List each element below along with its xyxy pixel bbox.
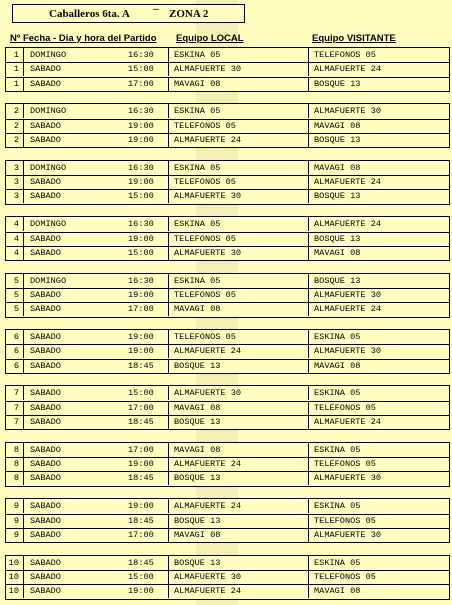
home-team: TELEFONOS 05 (168, 175, 314, 189)
match-number: 10 (6, 570, 24, 584)
fecha-group (5, 329, 450, 374)
away-team: ALMAFUERTE 24 (308, 302, 452, 316)
away-team: MAVAGI 08 (308, 359, 452, 373)
away-team: MAVAGI 08 (308, 119, 452, 133)
match-number: 10 (6, 556, 24, 570)
match-number: 9 (6, 499, 24, 513)
match-number: 2 (6, 119, 24, 133)
match-row (6, 359, 449, 373)
match-day: SABADO (30, 78, 61, 89)
match-time: 16:30 (128, 275, 154, 286)
match-number: 1 (6, 62, 24, 76)
away-team: ALMAFUERTE 30 (308, 104, 452, 118)
match-number: 7 (6, 401, 24, 415)
match-day: SABADO (30, 586, 61, 597)
title-dash: – (153, 3, 159, 15)
match-row (6, 246, 449, 260)
fecha-group (5, 103, 450, 148)
match-day: DOMINGO (30, 106, 67, 117)
away-team: ALMAFUERTE 30 (308, 344, 452, 358)
match-number: 6 (6, 330, 24, 344)
match-number: 9 (6, 528, 24, 542)
match-time: 15:00 (128, 388, 154, 399)
home-team: MAVAGI 08 (168, 443, 314, 457)
match-number: 5 (6, 288, 24, 302)
match-time: 15:00 (128, 247, 154, 258)
match-number: 2 (6, 104, 24, 118)
match-number: 1 (6, 48, 24, 62)
match-day: SABADO (30, 459, 61, 470)
away-team: BOSQUE 13 (308, 77, 452, 91)
home-team: ALMAFUERTE 24 (168, 584, 314, 598)
match-number: 6 (6, 359, 24, 373)
away-team: ESKINA 05 (308, 556, 452, 570)
home-team: ALMAFUERTE 24 (168, 457, 314, 471)
match-time: 18:45 (128, 557, 154, 568)
home-team: ALMAFUERTE 24 (168, 499, 314, 513)
away-team: ALMAFUERTE 30 (308, 471, 452, 485)
fecha-group (5, 385, 450, 430)
away-team: BOSQUE 13 (308, 189, 452, 203)
match-day: SABADO (30, 529, 61, 540)
match-time: 19:00 (128, 501, 154, 512)
match-row (6, 217, 449, 232)
match-number: 4 (6, 217, 24, 231)
match-day: SABADO (30, 473, 61, 484)
away-team: TELEFONOS 05 (308, 570, 452, 584)
match-row (6, 189, 449, 203)
match-day: DOMINGO (30, 219, 67, 230)
match-number: 5 (6, 274, 24, 288)
home-team: MAVAGI 08 (168, 401, 314, 415)
match-time: 16:30 (128, 106, 154, 117)
home-team: TELEFONOS 05 (168, 330, 314, 344)
home-team: MAVAGI 08 (168, 77, 314, 91)
match-time: 19:00 (128, 120, 154, 131)
match-row (6, 499, 449, 514)
header-fecha: Nº Fecha - Dia y hora del Partido (10, 33, 157, 44)
home-team: BOSQUE 13 (168, 471, 314, 485)
match-day: SABADO (30, 135, 61, 146)
zone-label: ZONA 2 (169, 8, 209, 20)
match-day: SABADO (30, 360, 61, 371)
match-number: 3 (6, 161, 24, 175)
match-number: 8 (6, 457, 24, 471)
match-row (6, 274, 449, 289)
home-team: MAVAGI 08 (168, 302, 314, 316)
division-title-box (12, 4, 245, 23)
match-time: 17:00 (128, 78, 154, 89)
match-row (6, 570, 449, 585)
match-day: SABADO (30, 417, 61, 428)
match-number: 2 (6, 133, 24, 147)
away-team: BOSQUE 13 (308, 274, 452, 288)
match-row (6, 302, 449, 316)
match-day: DOMINGO (30, 162, 67, 173)
match-time: 18:45 (128, 360, 154, 371)
match-row (6, 386, 449, 401)
match-number: 3 (6, 175, 24, 189)
header-local: Equipo LOCAL (176, 33, 244, 44)
away-team: MAVAGI 08 (308, 584, 452, 598)
fecha-group (5, 160, 450, 205)
home-team: ALMAFUERTE 30 (168, 386, 314, 400)
match-day: SABADO (30, 120, 61, 131)
match-time: 18:45 (128, 417, 154, 428)
match-time: 19:00 (128, 346, 154, 357)
away-team: TELEFONOS 05 (308, 457, 452, 471)
match-number: 7 (6, 415, 24, 429)
match-row (6, 161, 449, 176)
away-team: ESKINA 05 (308, 499, 452, 513)
match-time: 16:30 (128, 219, 154, 230)
match-day: SABADO (30, 289, 61, 300)
header-visitante: Equipo VISITANTE (312, 33, 396, 44)
match-day: SABADO (30, 388, 61, 399)
match-row (6, 528, 449, 542)
match-time: 18:45 (128, 473, 154, 484)
match-day: SABADO (30, 177, 61, 188)
match-row (6, 288, 449, 303)
away-team: BOSQUE 13 (308, 232, 452, 246)
match-time: 19:00 (128, 459, 154, 470)
away-team: ALMAFUERTE 30 (308, 528, 452, 542)
match-time: 19:00 (128, 177, 154, 188)
match-row (6, 584, 449, 598)
match-number: 10 (6, 584, 24, 598)
fecha-group (5, 273, 450, 318)
away-team: ESKINA 05 (308, 386, 452, 400)
match-day: SABADO (30, 557, 61, 568)
match-day: SABADO (30, 64, 61, 75)
home-team: TELEFONOS 05 (168, 119, 314, 133)
match-time: 15:00 (128, 571, 154, 582)
home-team: ALMAFUERTE 30 (168, 189, 314, 203)
match-row (6, 133, 449, 147)
away-team: ALMAFUERTE 30 (308, 288, 452, 302)
match-number: 1 (6, 77, 24, 91)
match-row (6, 175, 449, 190)
match-time: 19:00 (128, 135, 154, 146)
fecha-group (5, 555, 450, 600)
home-team: ALMAFUERTE 30 (168, 246, 314, 260)
home-team: ALMAFUERTE 24 (168, 344, 314, 358)
match-day: SABADO (30, 233, 61, 244)
match-day: SABADO (30, 501, 61, 512)
match-number: 9 (6, 514, 24, 528)
home-team: MAVAGI 08 (168, 528, 314, 542)
match-row (6, 77, 449, 91)
category-label: Caballeros 6ta. A (49, 8, 130, 20)
match-day: SABADO (30, 444, 61, 455)
match-day: SABADO (30, 402, 61, 413)
home-team: ESKINA 05 (168, 274, 314, 288)
match-time: 17:00 (128, 529, 154, 540)
match-row (6, 556, 449, 571)
home-team: ESKINA 05 (168, 48, 314, 62)
fecha-group (5, 47, 450, 92)
match-time: 18:45 (128, 515, 154, 526)
match-row (6, 330, 449, 345)
away-team: BOSQUE 13 (308, 133, 452, 147)
match-day: SABADO (30, 571, 61, 582)
home-team: ALMAFUERTE 30 (168, 570, 314, 584)
away-team: ALMAFUERTE 24 (308, 415, 452, 429)
match-day: SABADO (30, 346, 61, 357)
match-number: 7 (6, 386, 24, 400)
home-team: ALMAFUERTE 30 (168, 62, 314, 76)
home-team: ALMAFUERTE 24 (168, 133, 314, 147)
match-time: 19:00 (128, 586, 154, 597)
match-number: 4 (6, 246, 24, 260)
match-row (6, 48, 449, 63)
match-number: 5 (6, 302, 24, 316)
match-time: 19:00 (128, 289, 154, 300)
fecha-group (5, 216, 450, 261)
away-team: ALMAFUERTE 24 (308, 217, 452, 231)
match-row (6, 104, 449, 119)
match-day: SABADO (30, 332, 61, 342)
match-day: SABADO (30, 515, 61, 526)
home-team: ESKINA 05 (168, 217, 314, 231)
match-day: DOMINGO (30, 275, 67, 286)
match-day: SABADO (30, 247, 61, 258)
match-time: 19:00 (128, 332, 154, 342)
home-team: BOSQUE 13 (168, 556, 314, 570)
match-day: SABADO (30, 304, 61, 315)
away-team: TELEFONOS 05 (308, 48, 452, 62)
match-row (6, 232, 449, 247)
match-row (6, 457, 449, 472)
match-time: 16:30 (128, 162, 154, 173)
away-team: TELEFONOS 05 (308, 514, 452, 528)
match-row (6, 514, 449, 529)
match-row (6, 119, 449, 134)
home-team: TELEFONOS 05 (168, 232, 314, 246)
home-team: ESKINA 05 (168, 104, 314, 118)
fecha-group (5, 498, 450, 543)
match-time: 17:00 (128, 444, 154, 455)
away-team: TELEFONOS 05 (308, 401, 452, 415)
match-day: DOMINGO (30, 50, 67, 60)
away-team: MAVAGI 08 (308, 246, 452, 260)
away-team: ALMAFUERTE 24 (308, 62, 452, 76)
match-row (6, 415, 449, 429)
away-team: ALMAFUERTE 24 (308, 175, 452, 189)
match-row (6, 344, 449, 359)
match-time: 15:00 (128, 64, 154, 75)
match-number: 6 (6, 344, 24, 358)
match-time: 19:00 (128, 233, 154, 244)
match-number: 8 (6, 443, 24, 457)
match-time: 15:00 (128, 191, 154, 202)
home-team: BOSQUE 13 (168, 415, 314, 429)
away-team: ESKINA 05 (308, 443, 452, 457)
match-row (6, 401, 449, 416)
match-time: 17:00 (128, 402, 154, 413)
fecha-group (5, 442, 450, 487)
match-time: 17:00 (128, 304, 154, 315)
match-time: 16:30 (128, 50, 154, 60)
match-number: 8 (6, 471, 24, 485)
home-team: BOSQUE 13 (168, 514, 314, 528)
match-number: 4 (6, 232, 24, 246)
home-team: ESKINA 05 (168, 161, 314, 175)
match-day: SABADO (30, 191, 61, 202)
home-team: BOSQUE 13 (168, 359, 314, 373)
match-number: 3 (6, 189, 24, 203)
away-team: MAVAGI 08 (308, 161, 452, 175)
home-team: TELEFONOS 05 (168, 288, 314, 302)
match-row (6, 471, 449, 485)
away-team: ESKINA 05 (308, 330, 452, 344)
match-row (6, 443, 449, 458)
match-row (6, 62, 449, 77)
